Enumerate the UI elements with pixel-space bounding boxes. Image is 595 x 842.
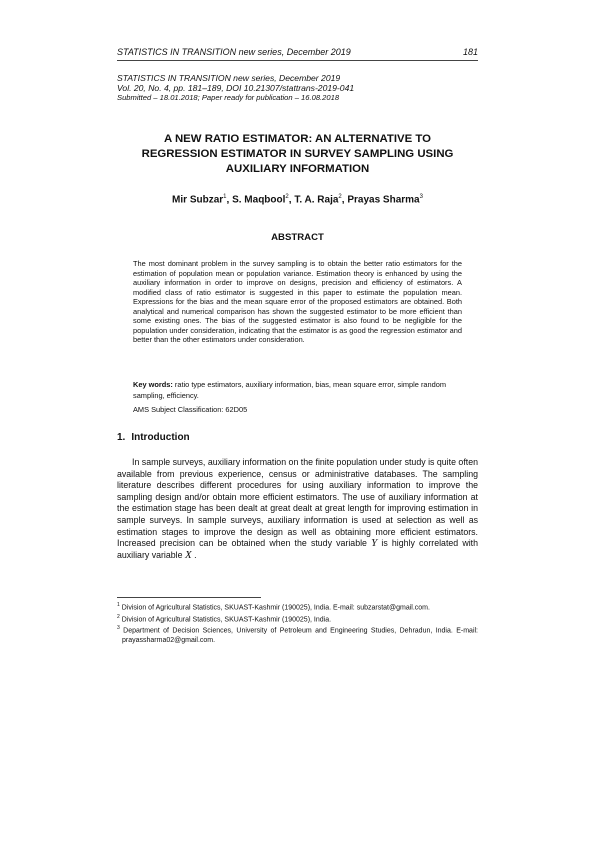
title-line: REGRESSION ESTIMATOR IN SURVEY SAMPLING USING bbox=[141, 148, 454, 160]
journal-info-volume: Vol. 20, No. 4, pp. 181–189, DOI 10.21307/stattrans-2019-041 bbox=[117, 83, 355, 93]
abstract-text: The most dominant problem in the survey sampling is to obtain the better ratio estimators for the estimation of population mean or population variance. Estimation theory is enhanced by using the auxiliary information in order to improve on designs, precision and efficiency of estimators. A modified class of ratio estimator is suggested in this paper to estimate the population mean. Expressions for the bias and the mean square error of the proposed estimators are obtained. Both analytical and numerical comparison has shown the suggested estimator to be more efficient than some existing ones. The bias of the suggested estimator is also found to be negligible for the population under consideration, indicating that the estimator is as good the regression estimator and better than the other estimators under consideration. bbox=[133, 259, 462, 344]
author-list bbox=[100, 194, 495, 205]
author-name: Prayas Sharma bbox=[347, 194, 420, 206]
footnote-text: Division of Agricultural Statistics, SKUAST-Kashmir (190025), India. E-mail: subzarstat@gmail.com. bbox=[119, 604, 430, 612]
footnote-mark: 3 bbox=[117, 625, 120, 632]
title-line: A NEW RATIO ESTIMATOR: AN ALTERNATIVE TO bbox=[163, 133, 432, 145]
footnote-rule bbox=[117, 597, 261, 598]
running-head bbox=[117, 47, 478, 57]
author-separator: , bbox=[288, 194, 295, 206]
intro-text: . bbox=[191, 549, 197, 560]
author-affiliation-mark: 2 bbox=[285, 194, 289, 200]
paper-title bbox=[100, 132, 495, 177]
footnote bbox=[117, 601, 478, 613]
study-variable-symbol: Y bbox=[371, 537, 378, 550]
author-name: S. Maqbool bbox=[232, 194, 286, 206]
keywords bbox=[133, 380, 462, 401]
section-heading bbox=[117, 432, 190, 443]
footnote bbox=[117, 624, 478, 645]
author-affiliation-mark: 3 bbox=[419, 194, 423, 200]
page-number: 181 bbox=[462, 47, 478, 57]
abstract-heading: ABSTRACT bbox=[271, 232, 324, 243]
journal-info-dates: Submitted – 18.01.2018; Paper ready for publication – 16.08.2018 bbox=[117, 93, 340, 102]
footnote-text: Division of Agricultural Statistics, SKUAST-Kashmir (190025), India. bbox=[119, 615, 332, 623]
author-affiliation-mark: 1 bbox=[223, 194, 227, 200]
introduction-paragraph bbox=[117, 457, 478, 561]
author-affiliation-mark: 2 bbox=[338, 194, 342, 200]
keywords-label: Key words: bbox=[133, 380, 173, 389]
footnotes bbox=[117, 601, 478, 645]
footnote bbox=[117, 613, 478, 625]
author-name: T. A. Raja bbox=[294, 194, 339, 206]
author-separator: , bbox=[341, 194, 348, 206]
header-rule bbox=[117, 60, 478, 61]
author-separator: , bbox=[226, 194, 233, 206]
auxiliary-variable-symbol: X bbox=[184, 548, 192, 561]
footnote-mark: 1 bbox=[117, 602, 120, 608]
intro-text: is highly correlated with auxiliary variable bbox=[117, 538, 478, 560]
running-head-journal: STATISTICS IN TRANSITION new series, December 2019 bbox=[117, 47, 351, 57]
footnote-mark: 2 bbox=[117, 613, 120, 620]
footnote-text: Department of Decision Sciences, University of Petroleum and Engineering Studies, Dehradun, India. E-mail: prayassharma02@gmail.com. bbox=[119, 627, 478, 644]
section-number: 1. bbox=[117, 432, 126, 443]
section-title: Introduction bbox=[131, 432, 190, 443]
intro-text: In sample surveys, auxiliary information on the finite population under study is quite often available from previous experience, census or administrative databases. The sampling literature describes different procedures for using auxiliary information to improve the sampling design and/or obtain more efficient estimators. The use of auxiliary information at the estimation stage has been dealt at great dealt at great length for improving estimation in sample surveys. In sample surveys, auxiliary information is used at selection as well as estimation stages to improve the design as well as obtaining more efficient estimators. Increased precision can be obtained when the study variable bbox=[117, 457, 478, 549]
journal-info-line: STATISTICS IN TRANSITION new series, December 2019 bbox=[117, 73, 341, 83]
ams-classification: AMS Subject Classification: 62D05 bbox=[133, 405, 248, 414]
author-name: Mir Subzar bbox=[172, 194, 224, 206]
keywords-list: ratio type estimators, auxiliary information, bias, mean square error, simple random sampling, efficiency. bbox=[133, 380, 447, 400]
journal-info bbox=[117, 73, 487, 103]
title-line: AUXILIARY INFORMATION bbox=[225, 163, 370, 175]
